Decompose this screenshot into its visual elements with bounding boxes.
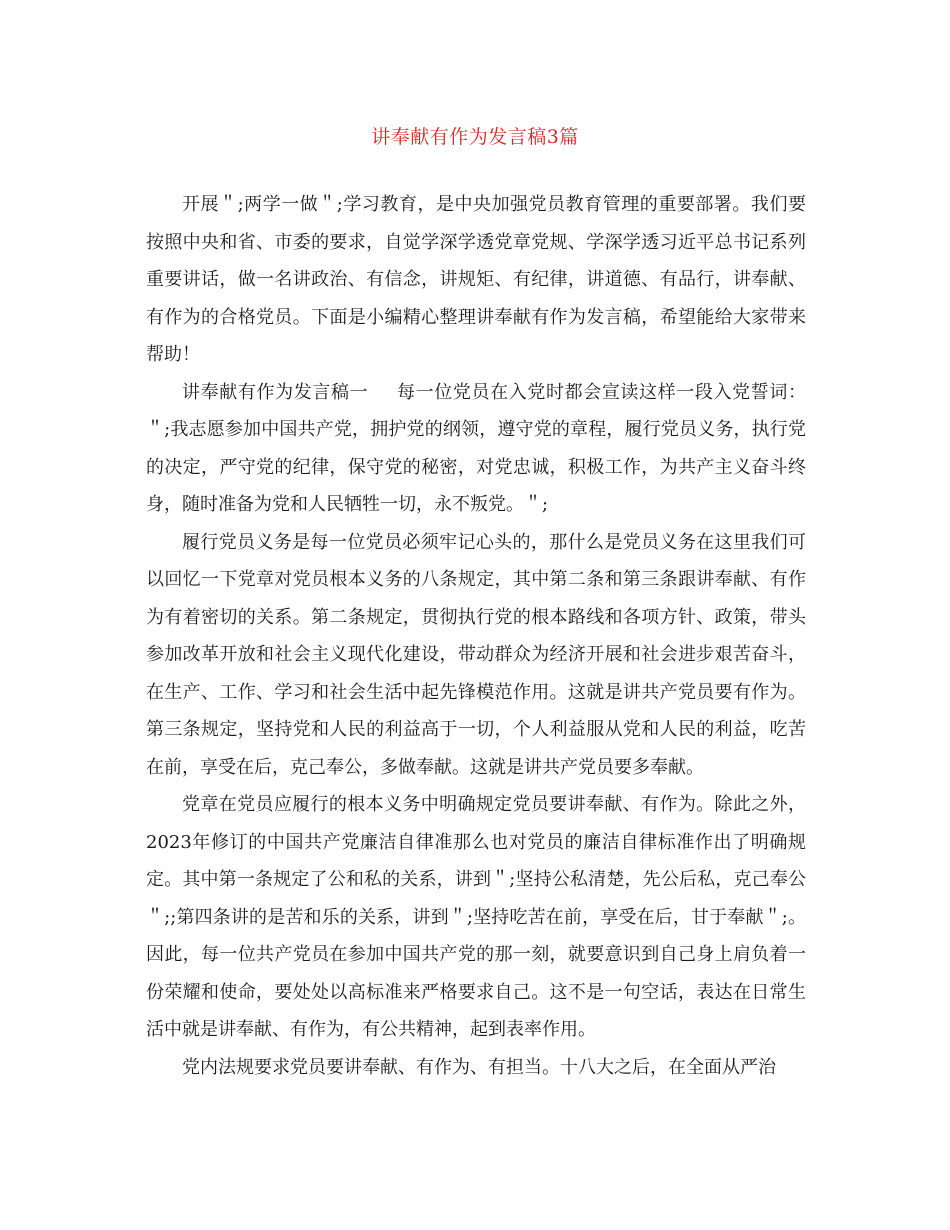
paragraph-oath-text: 每一位党员在入党时都会宣读这样一段入党誓词：＂;我志愿参加中国共产党，拥护党的纲领，遵守党的章程，履行党员义务，执行党的决定，严守党的纪律，保守党的秘密，对党忠诚，积极工作，为共产主义奋斗终身，随时准备为党和人民牺牲一切，永不叛党。＂; — [146, 381, 807, 515]
paragraph-speech-one — [146, 374, 806, 524]
paragraph-duties: 履行党员义务是每一位党员必须牢记心头的，那什么是党员义务在这里我们可以回忆一下党章对党员根本义务的八条规定，其中第二条和第三条跟讲奉献、有作为有着密切的关系。第二条规定，贯彻执行党的根本路线和各项方针、政策，带头参加改革开放和社会主义现代化建设，带动群众为经济开展和社会进步艰苦奋斗，在生产、工作、学习和社会生活中起先锋模范作用。这就是讲共产党员要有作为。第三条规定，坚持党和人民的利益高于一切，个人利益服从党和人民的利益，吃苦在前，享受在后，克己奉公，多做奉献。这就是讲共产党员要多奉献。 — [146, 531, 806, 778]
paragraph-party-regulations: 党内法规要求党员要讲奉献、有作为、有担当。十八大之后，在全面从严治 — [182, 1056, 776, 1078]
paragraph-party-constitution: 党章在党员应履行的根本义务中明确规定党员要讲奉献、有作为。除此之外，2023年修订的中国共产党廉洁自律准那么也对党员的廉洁自律标准作出了明确规定。其中第一条规定了公和私的关系，讲到＂;坚持公私清楚，先公后私，克己奉公＂;;第四条讲的是苦和乐的关系，讲到＂;坚持吃苦在前，享受在后，甘于奉献＂;。因此，每一位共产党员在参加中国共产党的那一刻，就要意识到自己身上肩负着一份荣耀和使命，要处处以高标准来严格要求自己。这不是一句空话，表达在日常生活中就是讲奉献、有作为，有公共精神，起到表率作用。 — [146, 794, 806, 1040]
document-title: 讲奉献有作为发言稿3篇 — [371, 126, 579, 148]
section-heading-speech-one: 讲奉献有作为发言稿一 — [182, 381, 369, 403]
document-body — [146, 186, 806, 1086]
paragraph-intro: 开展＂;两学一做＂;学习教育，是中央加强党员教育管理的重要部署。我们要按照中央和省、市委的要求，自觉学深学透党章党规、学深学透习近平总书记系列重要讲话，做一名讲政治、有信念，讲规矩、有纪律，讲道德、有品行，讲奉献、有作为的合格党员。下面是小编精心整理讲奉献有作为发言稿，希望能给大家带来帮助！ — [146, 194, 806, 365]
